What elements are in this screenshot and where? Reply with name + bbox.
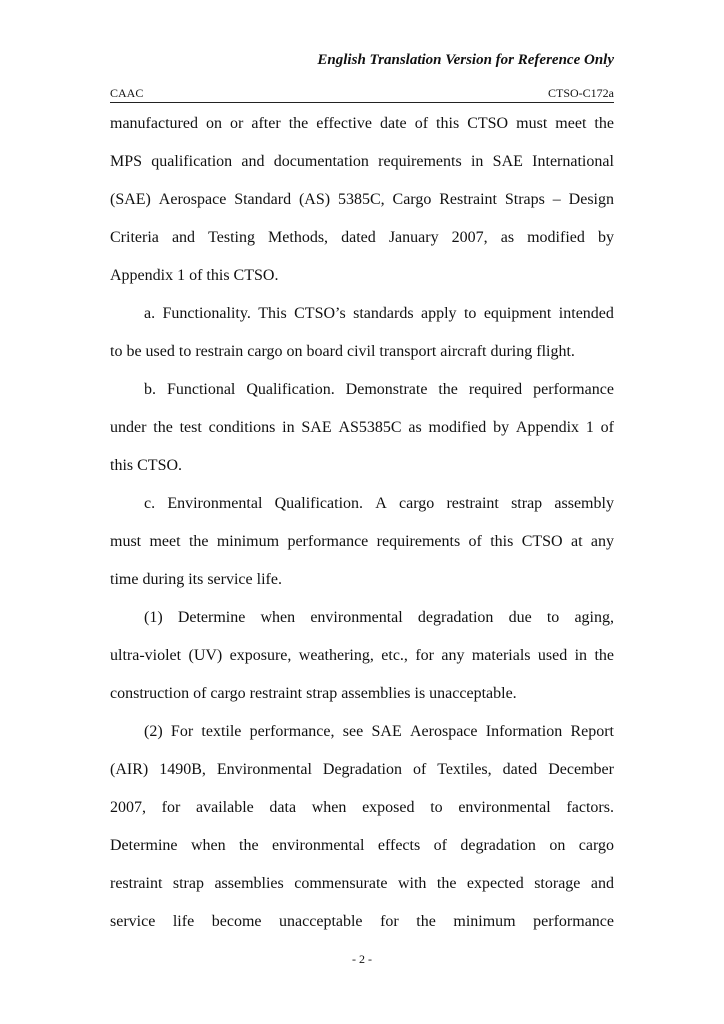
body-line: Determine when the environmental effects of degradation on cargo [110, 837, 614, 854]
paragraph-b-start: b. Functional Qualification. Demonstrate the required performance [144, 381, 614, 398]
body-line: must meet the minimum performance requirements of this CTSO at any [110, 533, 614, 550]
header-organization: CAAC [110, 86, 144, 100]
body-line: construction of cargo restraint strap assemblies is unacceptable. [110, 685, 517, 702]
body-line: service life become unacceptable for the minimum performance [110, 913, 614, 930]
body-line: time during its service life. [110, 571, 282, 588]
body-line: manufactured on or after the effective date of this CTSO must meet the [110, 115, 614, 132]
page-number: - 2 - [352, 952, 372, 966]
paragraph-c-start: c. Environmental Qualification. A cargo restraint strap assembly [144, 495, 614, 512]
paragraph-c2-start: (2) For textile performance, see SAE Aerospace Information Report [144, 723, 614, 740]
body-line: to be used to restrain cargo on board civil transport aircraft during flight. [110, 343, 575, 360]
body-line: (SAE) Aerospace Standard (AS) 5385C, Cargo Restraint Straps – Design [110, 191, 614, 208]
running-header [110, 86, 614, 103]
body-line: Appendix 1 of this CTSO. [110, 267, 279, 284]
header-document-id: CTSO-C172a [548, 86, 614, 100]
paragraph-c1-start: (1) Determine when environmental degradation due to aging, [144, 609, 614, 626]
body-line: (AIR) 1490B, Environmental Degradation of Textiles, dated December [110, 761, 614, 778]
body-line: Criteria and Testing Methods, dated January 2007, as modified by [110, 229, 614, 246]
body-line: 2007, for available data when exposed to environmental factors. [110, 799, 614, 816]
body-line: this CTSO. [110, 457, 183, 474]
body-line: restraint strap assemblies commensurate with the expected storage and [110, 875, 614, 892]
body-line: MPS qualification and documentation requirements in SAE International [110, 153, 614, 170]
body-line: under the test conditions in SAE AS5385C as modified by Appendix 1 of [110, 419, 614, 436]
body-line: ultra-violet (UV) exposure, weathering, etc., for any materials used in the [110, 647, 614, 664]
document-header-title: English Translation Version for Reference Only [317, 52, 614, 68]
paragraph-a-start: a. Functionality. This CTSO’s standards apply to equipment intended [144, 305, 614, 322]
